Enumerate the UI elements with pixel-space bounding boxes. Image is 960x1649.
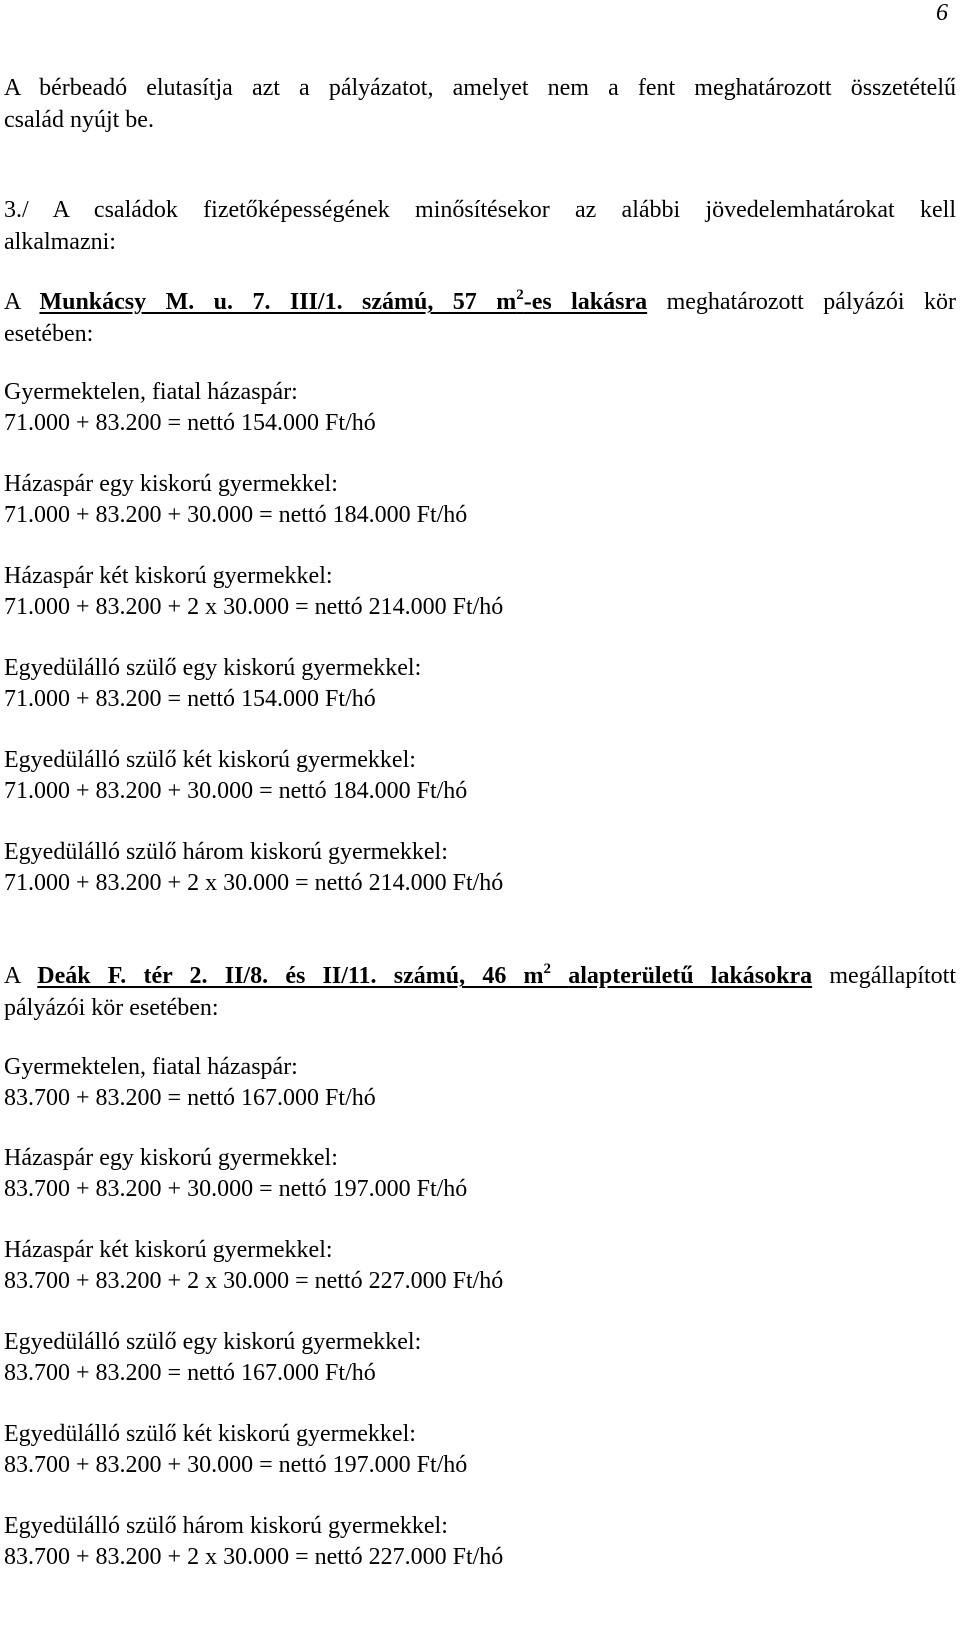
document-page — [4, 0, 956, 1649]
item-value: 71.000 + 83.200 + 30.000 = nettó 184.000 Ft/hó — [4, 502, 468, 528]
section-2-heading-line-1 — [4, 960, 956, 992]
section-1-tail: meghatározott pályázói kör — [666, 289, 957, 315]
section-1-item-5 — [4, 745, 956, 807]
section-1-heading-line-1 — [4, 286, 956, 318]
intro-line-2: család nyújt be. — [4, 107, 154, 133]
item-value: 83.700 + 83.200 + 30.000 = nettó 197.000 Ft/hó — [4, 1452, 468, 1478]
section-2-address-text: Deák F. tér 2. II/8. és II/11. számú, 46 m — [37, 963, 544, 989]
section-1-address-text: Munkácsy M. u. 7. III/1. számú, 57 m — [39, 289, 517, 315]
section-1-item-4 — [4, 653, 956, 715]
section-2-address — [37, 963, 812, 989]
item-label: Gyermektelen, fiatal házaspár: — [4, 1054, 298, 1080]
item-label: Egyedülálló szülő két kiskorú gyermekkel: — [4, 747, 416, 773]
section-2-tail: megállapított — [829, 963, 957, 989]
section-1-address — [39, 289, 647, 315]
item-label: Egyedülálló szülő egy kiskorú gyermekkel: — [4, 1329, 422, 1355]
item-value: 83.700 + 83.200 + 30.000 = nettó 197.000 Ft/hó — [4, 1176, 468, 1202]
section-1-item-1 — [4, 377, 956, 439]
item-value: 71.000 + 83.200 + 2 x 30.000 = nettó 214.000 Ft/hó — [4, 870, 504, 896]
item-value: 71.000 + 83.200 = nettó 154.000 Ft/hó — [4, 410, 376, 436]
section-1-item-3 — [4, 561, 956, 623]
item-value: 83.700 + 83.200 = nettó 167.000 Ft/hó — [4, 1085, 376, 1111]
item-label: Házaspár egy kiskorú gyermekkel: — [4, 1145, 338, 1171]
section-1-superscript: 2 — [516, 287, 524, 303]
point-3-line-1: 3./ A családok fizetőképességének minősítésekor az alábbi jövedelemhatárokat kell — [4, 197, 956, 223]
section-2-item-2 — [4, 1143, 956, 1205]
section-2-address-suffix: alapterületű lakásokra — [568, 963, 813, 989]
item-label: Egyedülálló szülő két kiskorú gyermekkel: — [4, 1421, 416, 1447]
item-value: 83.700 + 83.200 + 2 x 30.000 = nettó 227.000 Ft/hó — [4, 1268, 504, 1294]
section-1-address-suffix: -es lakásra — [523, 289, 648, 315]
section-2-item-6 — [4, 1511, 956, 1573]
point-3-line-2: alkalmazni: — [4, 229, 116, 255]
section-1-item-6 — [4, 837, 956, 899]
item-label: Házaspár két kiskorú gyermekkel: — [4, 563, 333, 589]
section-1-heading-line-2: esetében: — [4, 321, 94, 347]
item-label: Egyedülálló szülő egy kiskorú gyermekkel: — [4, 655, 422, 681]
section-2-item-3 — [4, 1235, 956, 1297]
item-value: 71.000 + 83.200 + 30.000 = nettó 184.000 Ft/hó — [4, 778, 468, 804]
item-value: 71.000 + 83.200 + 2 x 30.000 = nettó 214.000 Ft/hó — [4, 594, 504, 620]
item-value: 83.700 + 83.200 = nettó 167.000 Ft/hó — [4, 1360, 376, 1386]
item-label: Házaspár egy kiskorú gyermekkel: — [4, 471, 338, 497]
point-3-paragraph — [4, 194, 956, 258]
item-value: 83.700 + 83.200 + 2 x 30.000 = nettó 227.000 Ft/hó — [4, 1544, 504, 1570]
section-1-prefix: A — [4, 289, 21, 315]
section-1-item-2 — [4, 469, 956, 531]
section-2-heading-line-2: pályázói kör esetében: — [4, 995, 219, 1021]
intro-paragraph — [4, 72, 956, 136]
section-1-heading — [4, 286, 956, 350]
section-2-item-4 — [4, 1327, 956, 1389]
item-label: Egyedülálló szülő három kiskorú gyermekkel: — [4, 1513, 448, 1539]
section-2-item-5 — [4, 1419, 956, 1481]
section-2-heading — [4, 960, 956, 1024]
section-2-superscript: 2 — [543, 961, 552, 977]
item-value: 71.000 + 83.200 = nettó 154.000 Ft/hó — [4, 686, 376, 712]
page-number: 6 — [936, 0, 948, 26]
item-label: Egyedülálló szülő három kiskorú gyermekkel: — [4, 839, 448, 865]
section-2-item-1 — [4, 1052, 956, 1114]
item-label: Gyermektelen, fiatal házaspár: — [4, 379, 298, 405]
intro-line-1: A bérbeadó elutasítja azt a pályázatot, amelyet nem a fent meghatározott összetételű — [4, 75, 956, 101]
item-label: Házaspár két kiskorú gyermekkel: — [4, 1237, 333, 1263]
section-2-prefix: A — [4, 963, 21, 989]
